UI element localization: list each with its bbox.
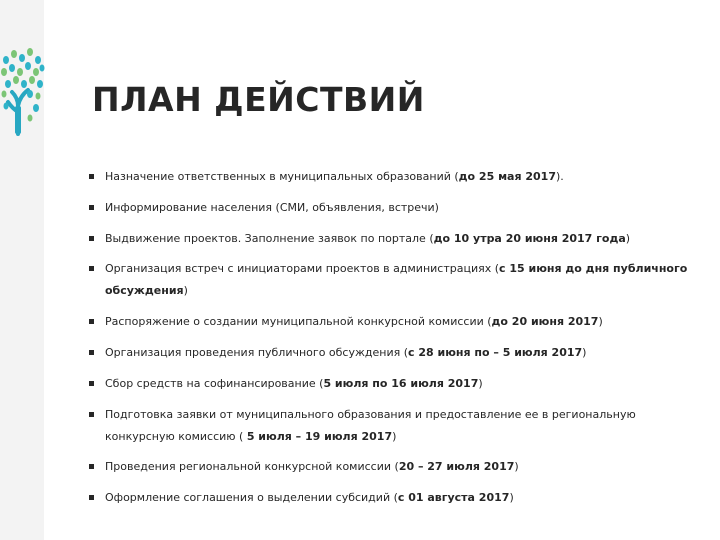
item-date: до 10 утра 20 июня 2017 года — [433, 231, 626, 245]
square-bullet-icon — [89, 266, 94, 271]
square-bullet-icon — [89, 236, 94, 241]
tree-logo-icon — [0, 46, 46, 136]
list-item — [88, 197, 688, 219]
item-date: до 20 июня 2017 — [491, 315, 599, 329]
square-bullet-icon — [89, 350, 94, 355]
item-text: Назначение ответственных в муниципальных образований ( — [105, 170, 459, 183]
square-bullet-icon — [89, 412, 94, 417]
list-item — [88, 456, 688, 478]
item-text: Выдвижение проектов. Заполнение заявок по портале ( — [105, 231, 434, 245]
item-text: Проведения региональной конкурсной комиссии ( — [105, 460, 399, 474]
item-date: с 28 июня по – 5 июля 2017 — [408, 345, 583, 359]
item-tail: ). — [556, 170, 564, 183]
square-bullet-icon — [89, 174, 94, 179]
square-bullet-icon — [89, 464, 94, 469]
item-tail: ) — [183, 284, 188, 298]
item-date: с 15 июня до дня публичного обсуждения — [105, 262, 688, 298]
item-text: Информирование населения (СМИ, объявления, встречи) — [105, 200, 439, 214]
square-bullet-icon — [89, 205, 94, 210]
square-bullet-icon — [89, 381, 94, 386]
list-item — [88, 258, 688, 302]
item-text: Организация встреч с инициаторами проектов в администрациях ( — [105, 262, 500, 276]
list-item — [88, 166, 688, 188]
item-tail: ) — [514, 460, 519, 474]
item-tail: ) — [509, 491, 514, 505]
item-text: Сбор средств на софинансирование ( — [105, 376, 324, 390]
list-item — [88, 342, 688, 364]
item-text: Распоряжение о создании муниципальной конкурсной комиссии ( — [105, 315, 492, 329]
item-text: Подготовка заявки от муниципального образования и предоставление ее в региональную конкурсную комиссию ( — [105, 407, 636, 443]
item-date: до 25 мая 2017 — [458, 170, 556, 183]
list-item — [88, 404, 688, 448]
item-date: 20 – 27 июля 2017 — [398, 460, 515, 474]
list-item — [88, 487, 688, 509]
square-bullet-icon — [89, 495, 94, 500]
item-tail: ) — [598, 315, 603, 329]
item-tail: ) — [625, 231, 631, 245]
item-date: с 01 августа 2017 — [397, 491, 510, 505]
list-item — [88, 311, 688, 333]
action-plan-list — [88, 166, 688, 518]
square-bullet-icon — [89, 319, 94, 324]
item-date: 5 июля – 19 июля 2017 — [246, 429, 393, 443]
list-item — [88, 373, 688, 395]
slide-title: ПЛАН ДЕЙСТВИЙ — [92, 80, 425, 119]
item-tail: ) — [582, 345, 587, 359]
item-text: Оформление соглашения о выделении субсидий ( — [105, 491, 398, 505]
item-text: Организация проведения публичного обсуждения ( — [105, 345, 409, 359]
item-tail: ) — [478, 376, 483, 390]
item-date: 5 июля по 16 июля 2017 — [323, 376, 479, 390]
list-item — [88, 228, 688, 250]
item-tail: ) — [392, 429, 397, 443]
